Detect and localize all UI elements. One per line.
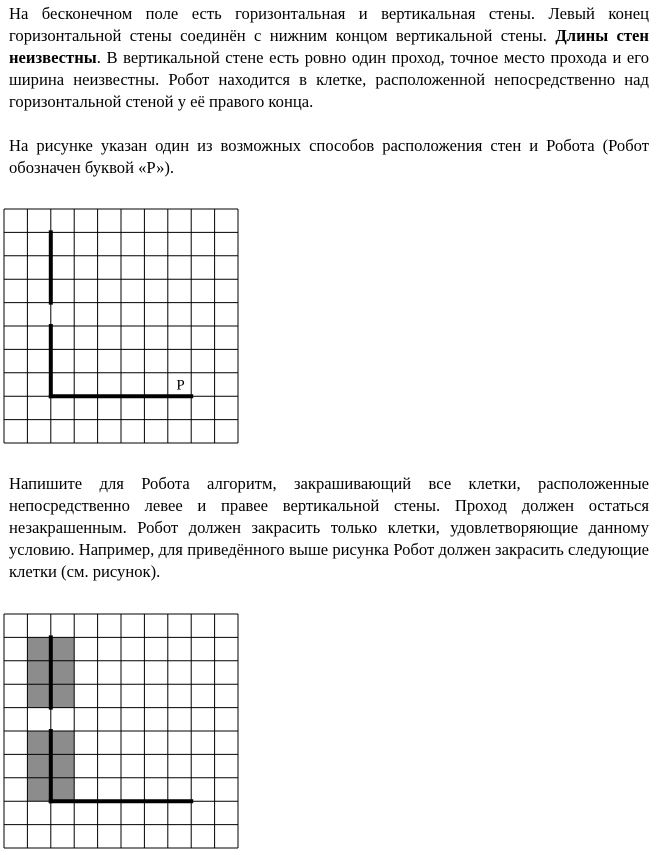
task-paragraph: Напишите для Робота алгоритм, закрашивающий все клетки, расположенные непосредственно левее и правее вертикальной стены. Проход должен остаться незакрашенным. Робот должен закрасить только клетки, удовлетворяющие данному условию. Например, для приведённого выше рисунка Робот должен закрасить следующие клетки (см. рисунок). xyxy=(9,474,649,581)
field-grid-initial xyxy=(0,205,250,450)
intro-text-part1: На бесконечном поле есть горизонтальная и вертикальная стены. Левый конец горизонтальной стены соединён с нижним концом вертикальной стены. xyxy=(9,4,649,45)
field-grid-solution xyxy=(0,610,250,855)
shaded-cell xyxy=(51,731,74,754)
shaded-cell xyxy=(51,661,74,684)
shaded-cell xyxy=(51,778,74,801)
shaded-cell xyxy=(51,684,74,707)
shaded-cell xyxy=(27,661,50,684)
shaded-cell xyxy=(27,778,50,801)
intro-text-part2: . В вертикальной стене есть ровно один проход, точное место прохода и его ширина неизвестны. Робот находится в клетке, расположенной непосредственно над горизонтальной стеной у её правого конца. xyxy=(9,48,649,111)
figure-note: На рисунке указан один из возможных способов расположения стен и Робота (Робот обозначен буквой «Р»). xyxy=(9,136,649,177)
shaded-cell xyxy=(51,754,74,777)
intro-bold-text: Длины стен неизвестны xyxy=(9,26,649,67)
robot-label: Р xyxy=(176,377,185,394)
shaded-cell xyxy=(27,731,50,754)
shaded-cell xyxy=(27,637,50,660)
shaded-cell xyxy=(51,637,74,660)
intro-paragraph xyxy=(9,3,649,113)
shaded-cell xyxy=(27,684,50,707)
shaded-cell xyxy=(27,754,50,777)
